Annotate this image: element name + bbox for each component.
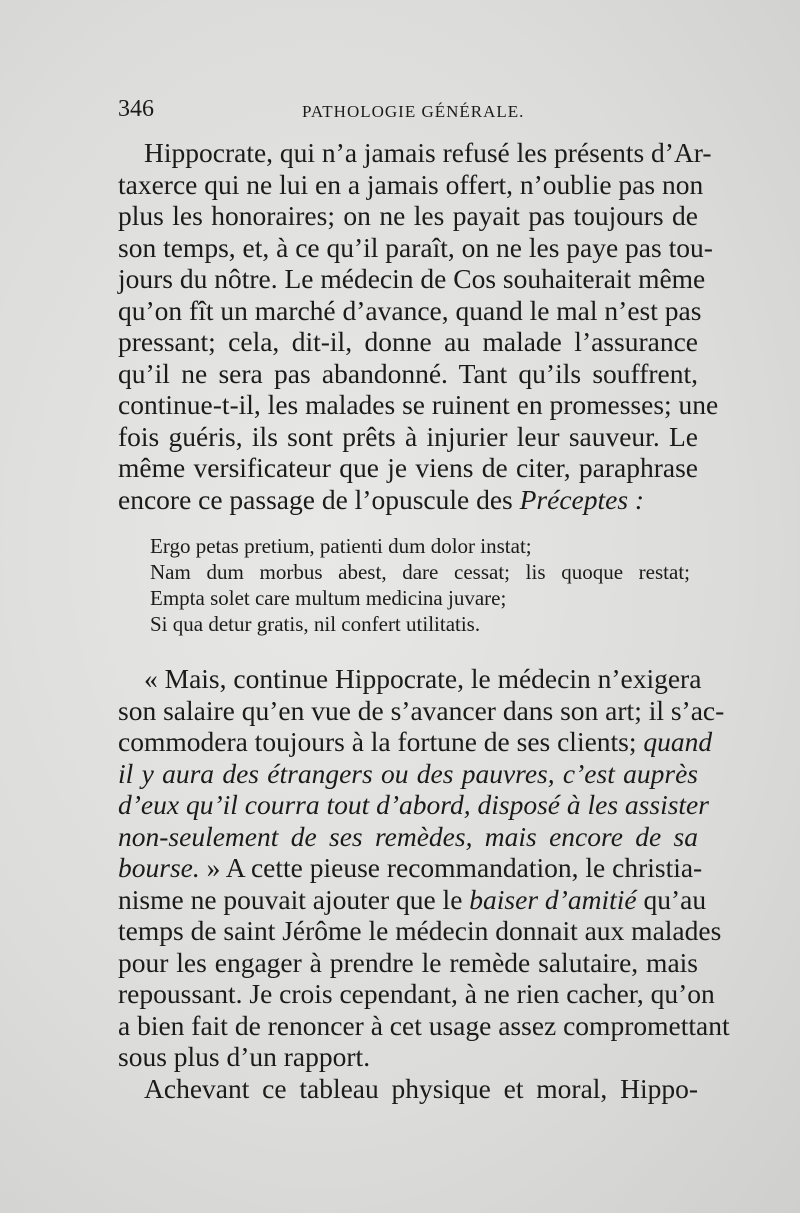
running-head: PATHOLOGIE GÉNÉRALE. xyxy=(302,102,525,121)
page-header xyxy=(118,96,698,126)
verse-line: Nam dum morbus abest, dare cessat; lis quoque restat; xyxy=(150,560,690,584)
text-line: pour les engager à prendre le remède salutaire, mais xyxy=(118,946,698,978)
text-line: qu’on fît un marché d’avance, quand le mal n’est pas xyxy=(118,294,702,326)
text-line: fois guéris, ils sont prêts à injurier leur sauveur. Le xyxy=(118,420,698,452)
text-line: son salaire qu’en vue de s’avancer dans son art; il s’ac- xyxy=(118,694,725,726)
text-line: repoussant. Je crois cependant, à ne rien cacher, qu’on xyxy=(118,978,715,1009)
italic-span: baiser d’amitié xyxy=(469,883,637,915)
italic-title: Préceptes : xyxy=(519,483,645,515)
text-line: son temps, et, à ce qu’il paraît, on ne les paye pas tou- xyxy=(118,231,713,263)
text-span: qu’au xyxy=(636,883,707,915)
text-line xyxy=(118,726,713,758)
text-line: temps de saint Jérôme le médecin donnait aux malades xyxy=(118,915,722,946)
verse-line: Empta solet care multum medicina juvare; xyxy=(150,586,507,610)
text-line: taxerce qui ne lui en a jamais offert, n’oublie pas non xyxy=(118,168,704,200)
text-line xyxy=(118,852,703,884)
text-span: commodera toujours à la fortune de ses clients; xyxy=(118,726,644,757)
text-line: Achevant ce tableau physique et moral, Hippo- xyxy=(144,1072,698,1104)
text-line: pressant; cela, dit-il, donne au malade l’assurance xyxy=(118,326,698,357)
text-line: continue-t-il, les malades se ruinent en promesses; une xyxy=(118,389,719,420)
verse-line: Ergo petas pretium, patienti dum dolor instat; xyxy=(150,534,532,558)
text-line xyxy=(118,883,707,916)
italic-span: non-seulement de ses remèdes, mais encore de sa xyxy=(118,820,698,852)
italic-span: quand xyxy=(643,726,713,757)
italic-span: il y aura des étrangers ou des pauvres, c’est auprès xyxy=(118,757,698,789)
italic-span: d’eux qu’il courra tout d’abord, disposé à les assister xyxy=(118,789,709,820)
text-span: nisme ne pouvait ajouter que le xyxy=(118,883,470,915)
text-line: même versificateur que je viens de citer, paraphrase xyxy=(118,452,698,483)
text-line: sous plus d’un rapport. xyxy=(118,1041,371,1072)
text-line: « Mais, continue Hippocrate, le médecin n’exigera xyxy=(144,663,702,694)
text-line: jours du nôtre. Le médecin de Cos souhaiterait même xyxy=(118,263,706,294)
text-span: encore ce passage de l’opuscule des xyxy=(118,483,520,515)
text-line: qu’il ne sera pas abandonné. Tant qu’ils souffrent, xyxy=(118,357,698,389)
body-text xyxy=(118,137,730,1104)
paragraph-3 xyxy=(118,1073,698,1105)
text-line: Hippocrate, qui n’a jamais refusé les présents d’Ar- xyxy=(144,137,712,168)
text-line: plus les honoraires; on ne les payait pas toujours de xyxy=(118,200,698,231)
text-line: a bien fait de renoncer à cet usage assez compromettant xyxy=(118,1009,730,1041)
verse-quotation xyxy=(118,533,690,637)
text-line xyxy=(118,789,709,821)
paragraph-1 xyxy=(118,137,719,515)
text-line xyxy=(118,758,698,790)
text-span: » A cette pieuse recommandation, le christia- xyxy=(199,852,703,883)
text-line xyxy=(118,484,698,516)
verse-line: Si qua detur gratis, nil confert utilitatis. xyxy=(150,612,481,636)
paragraph-2 xyxy=(118,663,730,1073)
page-number: 346 xyxy=(118,96,154,122)
italic-span: bourse. xyxy=(118,852,200,883)
text-line xyxy=(118,821,698,853)
